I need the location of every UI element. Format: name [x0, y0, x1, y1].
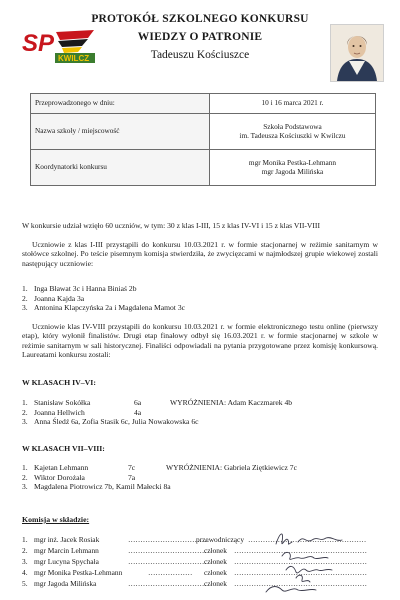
- member-signature-line: ………………………………………………: [234, 546, 368, 555]
- committee-title: Komisja w składzie:: [22, 515, 90, 524]
- list-item: [22, 417, 378, 427]
- list-item-name: Wiktor Dorożała: [34, 472, 85, 482]
- list-item: [22, 482, 378, 492]
- member-name: mgr Jagoda Milińska: [34, 579, 97, 588]
- grades-4-8-paragraph: Uczniowie klas IV-VIII przystąpili do konkursu 10.03.2021 r. w formie elektronicznego testu online (pierwszy etap), który wyłonił finalistów. Drugi etap finałowy odbył się 16.03.2021 r. w formie stacjonarnej w szkole w reżimie sanitarnym w sali historycznej. Finaliści odpowiadali na pytania przygotowane przez komisję konkursową. Laureatami konkursu zostali:: [22, 322, 378, 359]
- list-item-distinction: WYRÓŻNIENIA: Adam Kaczmarek 4b: [170, 398, 293, 407]
- info-row-school: [31, 114, 376, 150]
- info-label: Nazwa szkoły / miejscowość: [31, 114, 210, 150]
- list-item-text: Antonina Klapczyńska 2a i Magdalena Mamot 3c: [34, 303, 185, 312]
- member-signature-line: ………………………………………………: [234, 557, 368, 566]
- list-item: [22, 408, 378, 418]
- document-title-line1: PROTOKÓŁ SZKOLNEGO KONKURSU: [91, 13, 309, 25]
- section-heading-7-8: W KLASACH VII–VIII:: [22, 444, 105, 453]
- member-number: 1.: [22, 535, 28, 544]
- info-value-line: mgr Jagoda Milińska: [261, 166, 324, 176]
- member-signature-line: …………………………………………: [248, 535, 367, 544]
- info-table: [30, 93, 376, 186]
- member-name: mgr inż. Jacek Rosiak: [34, 535, 100, 544]
- list-item-name: Stanisław Sokółka: [34, 398, 91, 407]
- member-signature-line: ………………………………………………: [234, 579, 368, 588]
- member-role: członek: [204, 579, 227, 588]
- info-value: 10 i 16 marca 2021 r.: [210, 94, 376, 114]
- list-item: [22, 398, 378, 408]
- list-item-number: 1.: [22, 463, 28, 472]
- list-item-number: 2.: [22, 293, 28, 303]
- member-role: członek: [204, 557, 227, 566]
- list-item-name: Joanna Hellwich: [34, 407, 85, 417]
- list-item-class: 7c: [128, 463, 136, 472]
- member-name: mgr Lucyna Spychała: [34, 557, 99, 566]
- document-title-line3: Tadeuszu Kościuszce: [150, 49, 250, 61]
- member-number: 2.: [22, 546, 28, 555]
- section-heading-4-6: W KLASACH IV–VI:: [22, 378, 96, 387]
- member-name: mgr Monika Pestka-Lehmann: [34, 568, 123, 577]
- member-number: 5.: [22, 579, 28, 588]
- list-item-name: Anna Śledź 6a, Zofia Stasik 6c, Julia Nowakowska 6c: [34, 417, 199, 426]
- document-title-line2: WIEDZY O PATRONIE: [137, 31, 263, 43]
- list-item-distinction: WYRÓŻNIENIA: Gabriela Ziętkiewicz 7c: [166, 463, 297, 472]
- info-label: Przeprowadzonego w dniu:: [31, 94, 210, 114]
- member-dots: ………………: [148, 568, 193, 577]
- list-item-name: Kajetan Lehmann: [34, 463, 89, 472]
- info-value-line: mgr Monika Pestka-Lehmann: [248, 157, 337, 167]
- member-number: 3.: [22, 557, 28, 566]
- member-role: przewodniczący: [196, 535, 245, 544]
- list-item: [22, 303, 378, 313]
- list-item: [22, 473, 378, 483]
- info-row-date: [31, 94, 376, 114]
- list-item: [22, 284, 378, 294]
- grades-1-3-paragraph: Uczniowie z klas I-III przystąpili do konkursu 10.03.2021 r. w formie stacjonarnej w reżimie sanitarnym w stołówce szkolnej. Po teście pisemnym komisja stwierdziła, że zwycięzcami w najmłodszej grupie wiekowej zostali następujący uczniowie:: [22, 240, 378, 268]
- member-dots: ……………………………: [128, 546, 210, 555]
- info-value-line: Szkoła Podstawowa: [263, 121, 322, 131]
- member-number: 4.: [22, 568, 28, 577]
- list-item-name: Magdalena Piotrowicz 7b, Kamil Małecki 8a: [34, 482, 171, 491]
- laureates-list-7-8: [22, 463, 378, 492]
- list-item-number: 3.: [22, 417, 28, 426]
- list-item: [22, 463, 378, 473]
- list-item-number: 1.: [22, 398, 28, 407]
- info-row-coordinators: [31, 150, 376, 186]
- logo-town-text: KWILCZ: [58, 54, 90, 63]
- member-dots: ……………………………: [128, 579, 210, 588]
- info-label: Koordynatorki konkursu: [31, 150, 210, 186]
- list-item-text: Inga Bławat 3c i Hanna Biniaś 2b: [34, 284, 137, 293]
- member-role: członek: [204, 546, 227, 555]
- list-item-number: 2.: [22, 472, 28, 482]
- list-item-number: 2.: [22, 407, 28, 417]
- list-item-number: 1.: [22, 284, 28, 293]
- participants-paragraph: W konkursie udział wzięło 60 uczniów, w tym: 30 z klas I-III, 15 z klas IV-VI i 15 z klas VII-VIII: [22, 221, 320, 230]
- committee-signatures: [256, 526, 386, 598]
- member-name: mgr Marcin Lehmann: [34, 546, 99, 555]
- winners-list-1-3: [22, 284, 378, 313]
- list-item-text: Joanna Kajda 3a: [34, 293, 85, 303]
- list-item-class: 7a: [128, 472, 136, 482]
- member-signature-line: ………………………………………………: [234, 568, 368, 577]
- list-item-class: 6a: [134, 398, 142, 407]
- member-dots: ……………………………: [128, 557, 210, 566]
- member-dots: ……………………………: [128, 535, 210, 544]
- member-role: członek: [204, 568, 227, 577]
- list-item-class: 4a: [134, 407, 142, 417]
- list-item: [22, 294, 378, 304]
- info-value: [210, 114, 376, 150]
- logo-sp-text: SP: [22, 30, 55, 57]
- list-item-number: 3.: [22, 303, 28, 312]
- info-value: [210, 150, 376, 186]
- list-item-number: 3.: [22, 482, 28, 491]
- laureates-list-4-6: [22, 398, 378, 427]
- info-value-line: im. Tadeusza Kościuszki w Kwilczu: [239, 130, 346, 140]
